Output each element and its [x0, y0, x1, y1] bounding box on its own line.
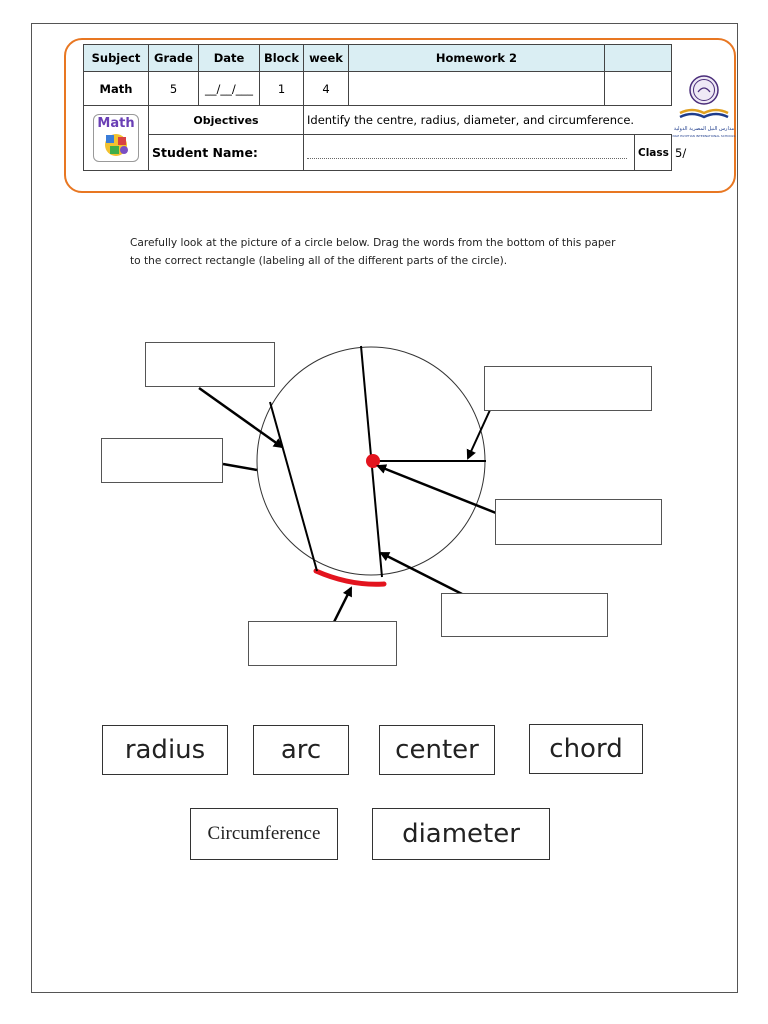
arrow-to-arc: [334, 588, 351, 622]
word-diameter[interactable]: diameter: [372, 808, 550, 860]
chord-line: [270, 402, 317, 571]
arrow-to-radius: [468, 410, 490, 458]
center-point: [366, 454, 380, 468]
math-logo-text: Math: [97, 116, 135, 131]
date-value: __/__/___: [199, 72, 260, 106]
label-box-center[interactable]: [495, 499, 662, 545]
school-name-english: NILE EGYPTIAN INTERNATIONAL SCHOOLS: [672, 134, 736, 138]
date-header: Date: [199, 45, 260, 72]
school-name-arabic: مدارس النيل المصرية الدولية: [673, 126, 735, 132]
label-box-chord[interactable]: [145, 342, 275, 387]
instructions-line-1: Carefully look at the picture of a circle below. Drag the words from the bottom of this paper: [130, 237, 616, 249]
objectives-text: Identify the centre, radius, diameter, and circumference.: [304, 106, 672, 135]
block-header: Block: [260, 45, 304, 72]
word-radius[interactable]: radius: [102, 725, 228, 775]
label-box-circumference[interactable]: [101, 438, 223, 483]
grade-value: 5: [149, 72, 199, 106]
word-center[interactable]: center: [379, 725, 495, 775]
block-value: 1: [260, 72, 304, 106]
instructions-line-2: to the correct rectangle (labeling all of the different parts of the circle).: [130, 255, 508, 267]
subject-header: Subject: [84, 45, 149, 72]
grade-header: Grade: [149, 45, 199, 72]
word-arc[interactable]: arc: [253, 725, 349, 775]
arrow-to-diameter: [381, 553, 462, 594]
arrow-to-center: [378, 466, 496, 513]
week-value: 4: [304, 72, 349, 106]
week-header: week: [304, 45, 349, 72]
objectives-label: Objectives: [149, 106, 304, 135]
label-box-radius[interactable]: [484, 366, 652, 411]
label-box-arc[interactable]: [248, 621, 397, 666]
word-circumference[interactable]: Circumference: [190, 808, 338, 860]
student-name-label: Student Name:: [149, 135, 304, 171]
class-label: Class: [635, 135, 672, 171]
line-to-circumference: [223, 464, 257, 470]
homework-title: Homework 2: [349, 45, 605, 72]
header-table: Subject Grade Date Block week Homework 2 Math 5 __/__/___ 1 4 Math Objectives Identify the centre, radius, diameter, and circumference. Student Name: Class 5/: [83, 44, 672, 171]
label-box-diameter[interactable]: [441, 593, 608, 637]
word-chord[interactable]: chord: [529, 724, 643, 774]
subject-value: Math: [84, 72, 149, 106]
